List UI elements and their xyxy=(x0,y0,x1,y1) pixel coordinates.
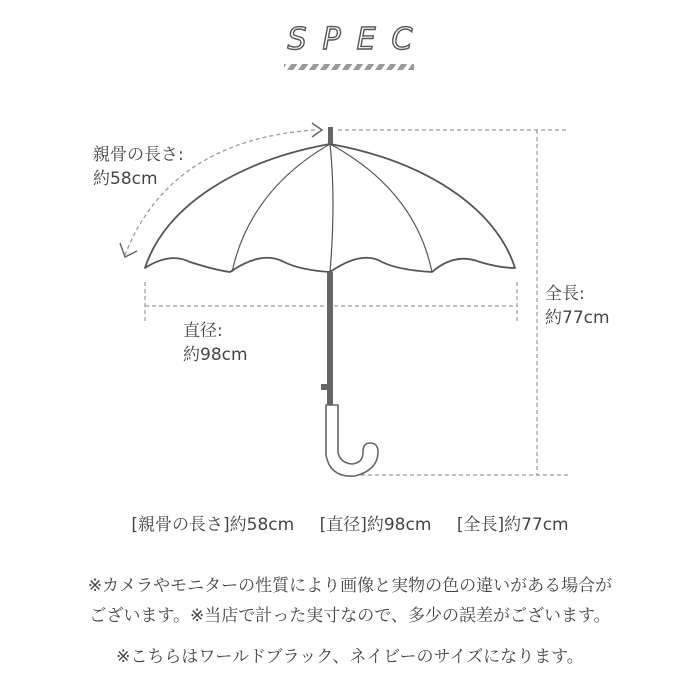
total-length-title: 全長: xyxy=(545,284,585,304)
total-length-label xyxy=(545,282,610,330)
diameter-title: 直径: xyxy=(183,321,223,341)
note-line-2: ございます。※当店で計った実寸なので、多少の誤差がございます。 xyxy=(89,606,611,626)
note-line-1: ※カメラやモニターの性質により画像と実物の色の違いがある場合が xyxy=(87,576,613,596)
shaft-button xyxy=(321,384,328,390)
umbrella-handle xyxy=(326,405,378,476)
note-color-disclaimer xyxy=(0,571,700,631)
rib-length-title: 親骨の長さ: xyxy=(93,145,184,165)
diameter-label xyxy=(183,319,248,367)
umbrella-tip xyxy=(328,127,333,144)
rib-length-label xyxy=(93,143,184,191)
rib-length-value: 約58cm xyxy=(93,169,158,189)
spec-title: SPEC xyxy=(287,22,429,57)
summary-diameter: [直径]約98cm xyxy=(319,515,432,535)
spec-summary xyxy=(0,510,700,535)
diameter-value: 約98cm xyxy=(183,345,248,365)
note-size-applies: ※こちらはワールドブラック、ネイビーのサイズになります。 xyxy=(116,647,584,667)
summary-rib: [親骨の長さ]約58cm xyxy=(131,515,295,535)
summary-total: [全長]約77cm xyxy=(456,515,569,535)
total-length-value: 約77cm xyxy=(545,308,610,328)
